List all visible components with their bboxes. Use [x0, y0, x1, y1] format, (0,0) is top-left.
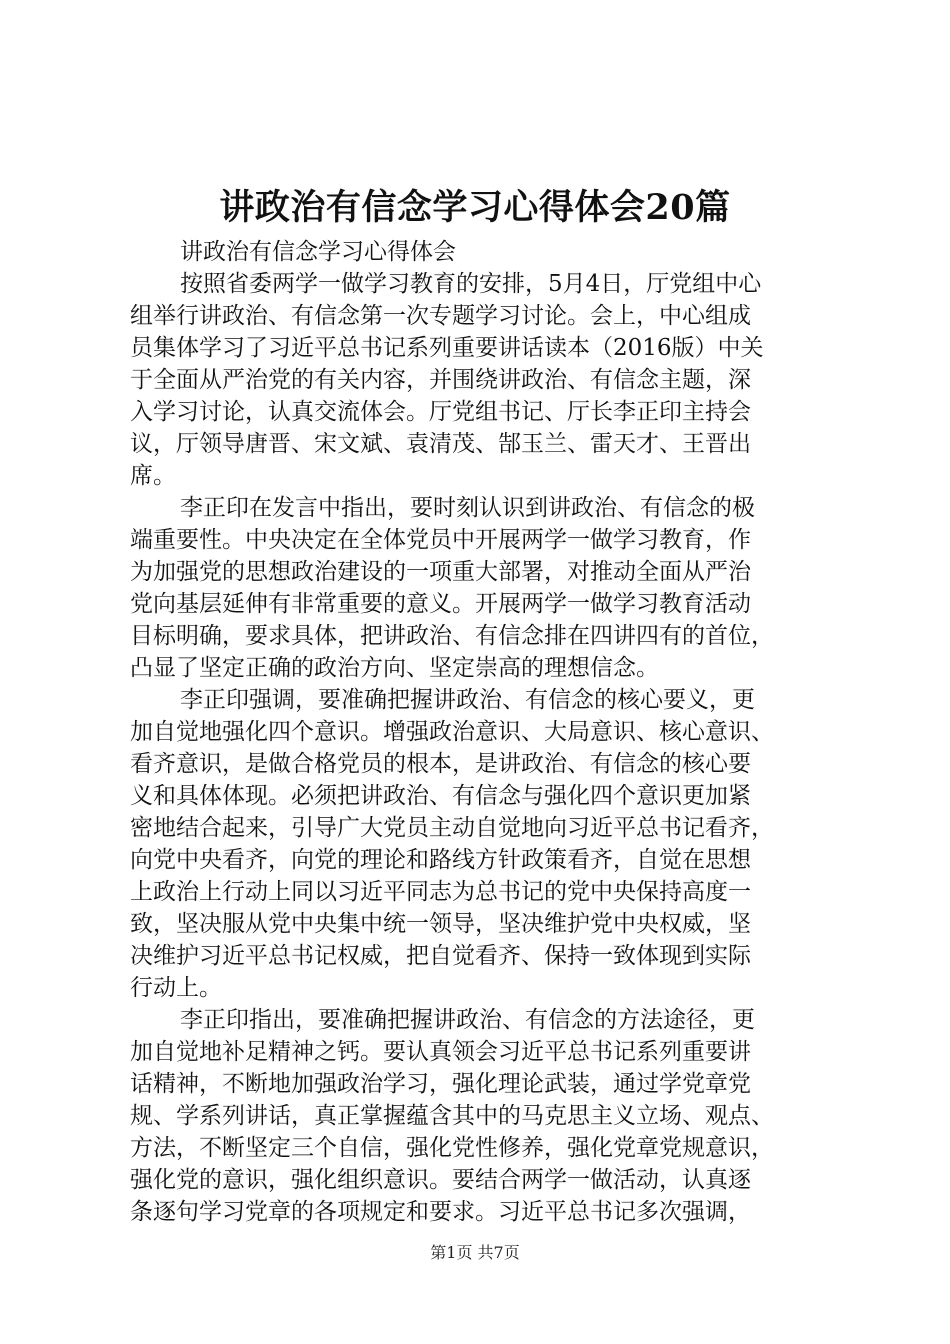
- paragraph-3-line-4: 义和具体体现。必须把讲政治、有信念与强化四个意识更加紧: [130, 783, 751, 809]
- paragraph-1-line-6: 议，厅领导唐晋、宋文斌、袁清茂、郜玉兰、雷天才、王晋出: [130, 431, 751, 457]
- paragraph-3-line-1: 李正印强调，要准确把握讲政治、有信念的核心要义，更: [180, 687, 755, 713]
- paragraph-3-line-3: 看齐意识，是做合格党员的根本，是讲政治、有信念的核心要: [130, 751, 751, 777]
- paragraph-4-line-4: 规、学系列讲话，真正掌握蕴含其中的马克思主义立场、观点、: [130, 1103, 774, 1129]
- paragraph-2-line-4: 党向基层延伸有非常重要的意义。开展两学一做学习教育活动: [130, 591, 751, 617]
- paragraph-1-line-1: 按照省委两学一做学习教育的安排，5月4日，厅党组中心: [180, 271, 762, 297]
- paragraph-3-line-2: 加自觉地强化四个意识。增强政治意识、大局意识、核心意识、: [130, 719, 774, 745]
- page-footer: 第1页 共7页: [430, 1243, 520, 1262]
- paragraph-3-line-5: 密地结合起来，引导广大党员主动自觉地向习近平总书记看齐，: [130, 815, 774, 841]
- paragraph-1-line-2: 组举行讲政治、有信念第一次专题学习讨论。会上，中心组成: [130, 303, 751, 329]
- subtitle-line: 讲政治有信念学习心得体会: [180, 239, 456, 265]
- paragraph-3-line-10: 行动上。: [130, 975, 222, 1001]
- document-body: [130, 236, 830, 1228]
- paragraph-3-line-9: 决维护习近平总书记权威，把自觉看齐、保持一致体现到实际: [130, 943, 751, 969]
- paragraph-3-line-7: 上政治上行动上同以习近平同志为总书记的党中央保持高度一: [130, 879, 751, 905]
- paragraph-4-line-5: 方法，不断坚定三个自信，强化党性修养，强化党章党规意识，: [130, 1135, 774, 1161]
- paragraph-4-line-7: 条逐句学习党章的各项规定和要求。习近平总书记多次强调，: [130, 1199, 751, 1225]
- paragraph-1-line-4: 于全面从严治党的有关内容，并围绕讲政治、有信念主题，深: [130, 367, 751, 393]
- paragraph-2-line-5: 目标明确，要求具体，把讲政治、有信念排在四讲四有的首位，: [130, 623, 774, 649]
- paragraph-1-line-3: 员集体学习了习近平总书记系列重要讲话读本（2016版）中关: [130, 335, 764, 361]
- paragraph-1-line-7: 席。: [130, 463, 176, 489]
- document-title: 讲政治有信念学习心得体会20篇: [219, 187, 731, 228]
- paragraph-4-line-2: 加自觉地补足精神之钙。要认真领会习近平总书记系列重要讲: [130, 1039, 751, 1065]
- paragraph-2-line-3: 为加强党的思想政治建设的一项重大部署，对推动全面从严治: [130, 559, 751, 585]
- paragraph-2-line-2: 端重要性。中央决定在全体党员中开展两学一做学习教育，作: [130, 527, 751, 553]
- paragraph-4-line-3: 话精神，不断地加强政治学习，强化理论武装，通过学党章党: [130, 1071, 751, 1097]
- paragraph-4-line-6: 强化党的意识，强化组织意识。要结合两学一做活动，认真逐: [130, 1167, 751, 1193]
- paragraph-4-line-1: 李正印指出，要准确把握讲政治、有信念的方法途径，更: [180, 1007, 755, 1033]
- paragraph-2-line-6: 凸显了坚定正确的政治方向、坚定崇高的理想信念。: [130, 655, 659, 681]
- paragraph-2-line-1: 李正印在发言中指出，要时刻认识到讲政治、有信念的极: [180, 495, 755, 521]
- paragraph-1-line-5: 入学习讨论，认真交流体会。厅党组书记、厅长李正印主持会: [130, 399, 751, 425]
- paragraph-3-line-6: 向党中央看齐，向党的理论和路线方针政策看齐，自觉在思想: [130, 847, 751, 873]
- paragraph-3-line-8: 致，坚决服从党中央集中统一领导，坚决维护党中央权威，坚: [130, 911, 751, 937]
